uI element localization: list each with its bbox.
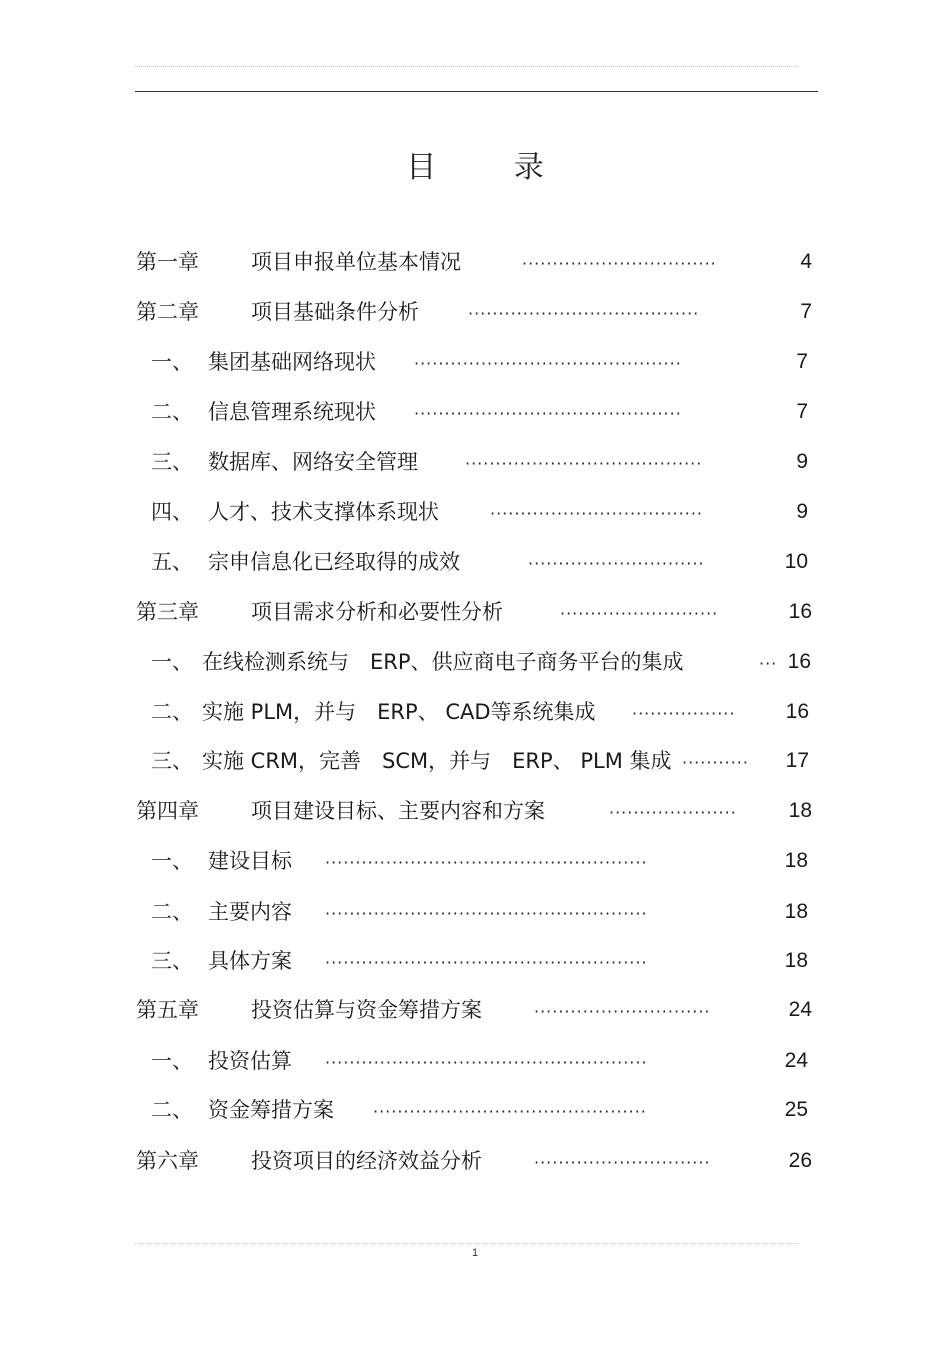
toc-entry-page: 18: [784, 900, 808, 923]
toc-entry-page: 9: [796, 450, 808, 473]
toc-entry-text: 集团基础网络现状: [208, 350, 376, 374]
toc-entry-text: 项目基础条件分析: [251, 300, 419, 324]
toc-entry-leader: ·····················································: [325, 853, 648, 872]
toc-entry-chapter-4[interactable]: [0, 796, 950, 826]
header-dotted-line: [135, 66, 798, 67]
toc-entry-page: 25: [784, 1098, 808, 1121]
toc-entry-section-4-2[interactable]: [0, 897, 950, 927]
toc-entry-page: 16: [788, 600, 812, 623]
toc-entry-leader: ·······································: [465, 454, 703, 473]
toc-entry-label: 第五章: [136, 998, 199, 1022]
toc-entry-page: 16: [787, 650, 811, 673]
toc-entry-chapter-6[interactable]: [0, 1146, 950, 1176]
toc-entry-text: 主要内容: [208, 900, 292, 924]
toc-entry-section-3-2[interactable]: [0, 697, 950, 727]
toc-entry-page: 24: [788, 998, 812, 1021]
toc-entry-page: 10: [784, 550, 808, 573]
toc-entry-label: 二、: [151, 400, 193, 424]
toc-entry-page: 18: [788, 799, 812, 822]
toc-entry-chapter-2[interactable]: [0, 297, 950, 327]
toc-entry-text: 信息管理系统现状: [208, 400, 376, 424]
toc-entry-label: 第三章: [136, 600, 199, 624]
toc-entry-page: 18: [784, 949, 808, 972]
toc-entry-page: 4: [800, 250, 812, 273]
toc-entry-text: 具体方案: [208, 949, 292, 973]
toc-entry-label: 二、: [151, 900, 193, 924]
toc-entry-page: 16: [785, 700, 809, 723]
toc-entry-page: 7: [796, 400, 808, 423]
toc-entry-section-3-3[interactable]: [0, 746, 950, 776]
toc-entry-leader: ············································: [414, 354, 682, 373]
toc-entry-leader: ·····················································: [325, 953, 648, 972]
toc-entry-text: 项目需求分析和必要性分析: [251, 600, 503, 624]
toc-entry-text: 投资项目的经济效益分析: [251, 1149, 482, 1173]
toc-entry-leader: ············································: [414, 404, 682, 423]
toc-entry-label: 三、: [151, 749, 193, 773]
toc-entry-label: 一、: [151, 650, 193, 674]
toc-entry-page: 17: [785, 749, 809, 772]
toc-entry-leader: ·····························: [534, 1153, 711, 1172]
toc-entry-chapter-5[interactable]: [0, 995, 950, 1025]
toc-entry-label: 一、: [151, 350, 193, 374]
toc-entry-label: 三、: [151, 949, 193, 973]
toc-entry-section-5-1[interactable]: [0, 1046, 950, 1076]
toc-entry-chapter-1[interactable]: [0, 247, 950, 277]
toc-entry-page: 9: [796, 500, 808, 523]
toc-entry-text: 项目建设目标、主要内容和方案: [251, 799, 545, 823]
toc-entry-section-5-2[interactable]: [0, 1095, 950, 1125]
toc-entry-section-2-3[interactable]: [0, 447, 950, 477]
toc-entry-leader: ·············································: [373, 1102, 647, 1121]
toc-entry-section-4-3[interactable]: [0, 946, 950, 976]
toc-entry-text: 在线检测系统与 ERP、供应商电子商务平台的集成: [202, 650, 684, 674]
toc-entry-page: 24: [784, 1049, 808, 1072]
toc-entry-label: 五、: [151, 550, 193, 574]
toc-entry-label: 一、: [151, 849, 193, 873]
toc-entry-leader: ···································: [490, 504, 704, 523]
toc-entry-text: 人才、技术支撑体系现状: [208, 500, 439, 524]
toc-entry-section-4-1[interactable]: [0, 846, 950, 876]
toc-entry-leader: ···········: [682, 753, 749, 772]
toc-entry-leader: ···: [759, 654, 778, 673]
toc-entry-section-3-1[interactable]: [0, 647, 950, 677]
toc-entry-leader: ······································: [468, 304, 700, 323]
toc-entry-leader: ·····················································: [325, 904, 648, 923]
toc-entry-leader: ·····························: [528, 554, 705, 573]
toc-entry-section-2-5[interactable]: [0, 547, 950, 577]
toc-entry-leader: ·····················: [609, 803, 737, 822]
toc-entry-text: 实施 PLM，并与 ERP、 CAD等系统集成: [202, 700, 596, 724]
toc-entry-label: 二、: [151, 700, 193, 724]
toc-entry-label: 二、: [151, 1098, 193, 1122]
toc-entry-leader: ·····························: [534, 1002, 711, 1021]
toc-entry-text: 投资估算与资金筹措方案: [251, 998, 482, 1022]
toc-entry-text: 投资估算: [208, 1049, 292, 1073]
footer-dotted-line: [135, 1243, 798, 1244]
toc-title: 目 录: [406, 150, 578, 185]
toc-entry-text: 项目申报单位基本情况: [251, 250, 461, 274]
toc-entry-page: 26: [788, 1149, 812, 1172]
toc-entry-label: 一、: [151, 1049, 193, 1073]
toc-entry-page: 7: [800, 300, 812, 323]
toc-entry-text: 宗申信息化已经取得的成效: [208, 550, 460, 574]
toc-entry-text: 数据库、网络安全管理: [208, 450, 418, 474]
toc-entry-text: 资金筹措方案: [208, 1098, 334, 1122]
toc-entry-chapter-3[interactable]: [0, 597, 950, 627]
toc-entry-section-2-2[interactable]: [0, 397, 950, 427]
toc-entry-leader: ································: [522, 254, 717, 273]
page-number: 1: [471, 1247, 479, 1259]
toc-entry-section-2-1[interactable]: [0, 347, 950, 377]
toc-entry-leader: ·····················································: [325, 1053, 648, 1072]
toc-entry-text: 实施 CRM，完善 SCM，并与 ERP、 PLM 集成: [202, 749, 672, 773]
toc-entry-label: 第二章: [136, 300, 199, 324]
toc-entry-label: 四、: [151, 500, 193, 524]
toc-entry-label: 第四章: [136, 799, 199, 823]
toc-entry-text: 建设目标: [208, 849, 292, 873]
toc-entry-leader: ·················: [632, 704, 736, 723]
toc-entry-page: 7: [796, 350, 808, 373]
toc-entry-page: 18: [784, 849, 808, 872]
toc-entry-leader: ··························: [560, 604, 719, 623]
toc-entry-label: 三、: [151, 450, 193, 474]
header-rule: [135, 91, 818, 92]
toc-entry-label: 第一章: [136, 250, 199, 274]
toc-entry-label: 第六章: [136, 1149, 199, 1173]
toc-entry-section-2-4[interactable]: [0, 497, 950, 527]
